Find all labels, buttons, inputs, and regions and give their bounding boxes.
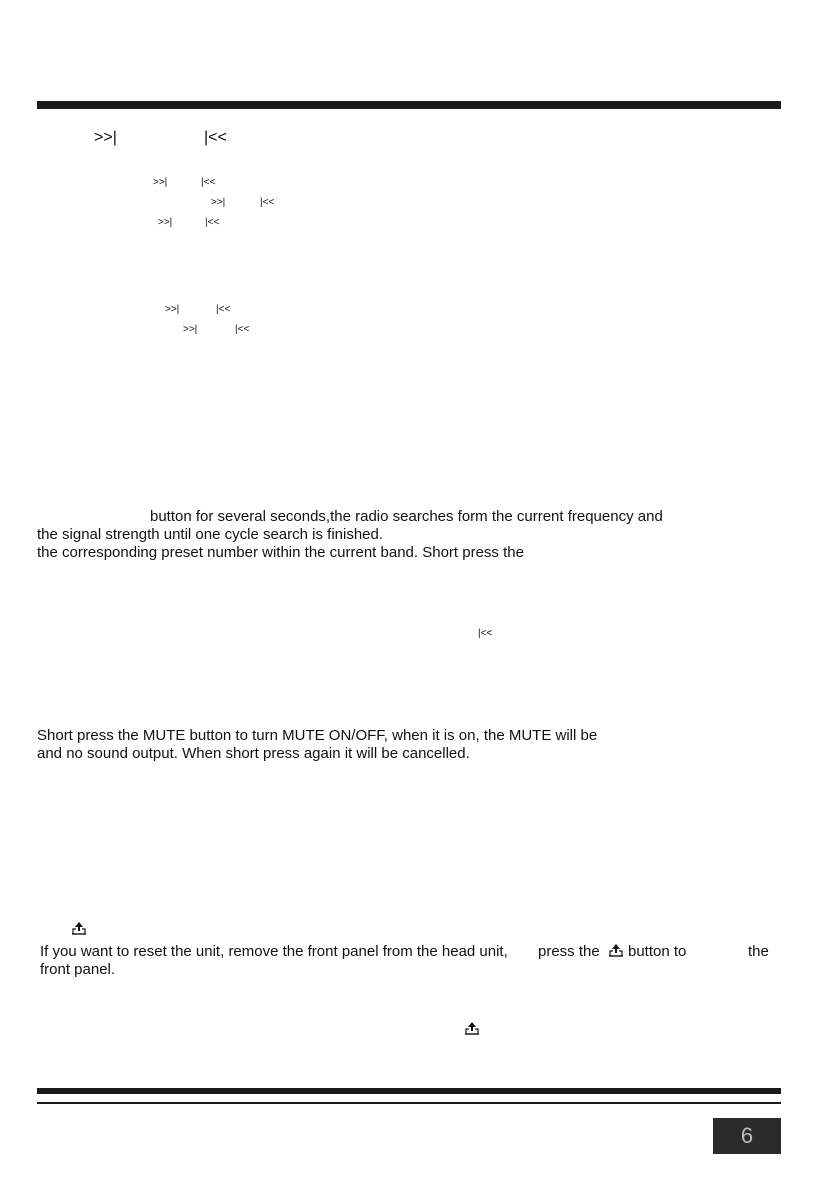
small-prev-symbol: |<< bbox=[205, 217, 220, 228]
reset-text-line-1a: If you want to reset the unit, remove the front panel from the head unit, bbox=[40, 943, 508, 960]
mute-text-line-2: and no sound output. When short press again it will be cancelled. bbox=[37, 745, 470, 762]
small-prev-symbol: |<< bbox=[216, 304, 231, 315]
small-prev-symbol: |<< bbox=[478, 628, 493, 639]
seek-text-line-3: the corresponding preset number within the current band. Short press the bbox=[37, 544, 524, 561]
small-prev-symbol: |<< bbox=[260, 197, 275, 208]
prev-track-symbol: |<< bbox=[204, 129, 227, 146]
small-next-symbol: >>| bbox=[183, 324, 198, 335]
seek-text-line-1: button for several seconds,the radio searches form the current frequency and bbox=[150, 508, 663, 525]
reset-text-line-1b: press the bbox=[538, 943, 600, 960]
small-next-symbol: >>| bbox=[153, 177, 168, 188]
small-next-symbol: >>| bbox=[158, 217, 173, 228]
eject-icon bbox=[71, 921, 87, 935]
bottom-rule-thick bbox=[37, 1088, 781, 1094]
page-number: 6 bbox=[713, 1118, 781, 1154]
eject-icon bbox=[464, 1021, 480, 1035]
small-prev-symbol: |<< bbox=[201, 177, 216, 188]
seek-text-line-2: the signal strength until one cycle search is finished. bbox=[37, 526, 384, 543]
top-rule bbox=[37, 101, 781, 109]
next-track-symbol: >>| bbox=[94, 129, 117, 146]
reset-text-line-1d: the bbox=[748, 943, 769, 960]
bottom-rule-thin bbox=[37, 1102, 781, 1104]
reset-text-line-2: front panel. bbox=[40, 961, 116, 978]
small-next-symbol: >>| bbox=[211, 197, 226, 208]
reset-text-line-1c: button to bbox=[628, 943, 687, 960]
small-prev-symbol: |<< bbox=[235, 324, 250, 335]
eject-icon bbox=[608, 943, 624, 957]
small-next-symbol: >>| bbox=[165, 304, 180, 315]
mute-text-line-1: Short press the MUTE button to turn MUTE ON/OFF, when it is on, the MUTE will be bbox=[37, 727, 598, 744]
